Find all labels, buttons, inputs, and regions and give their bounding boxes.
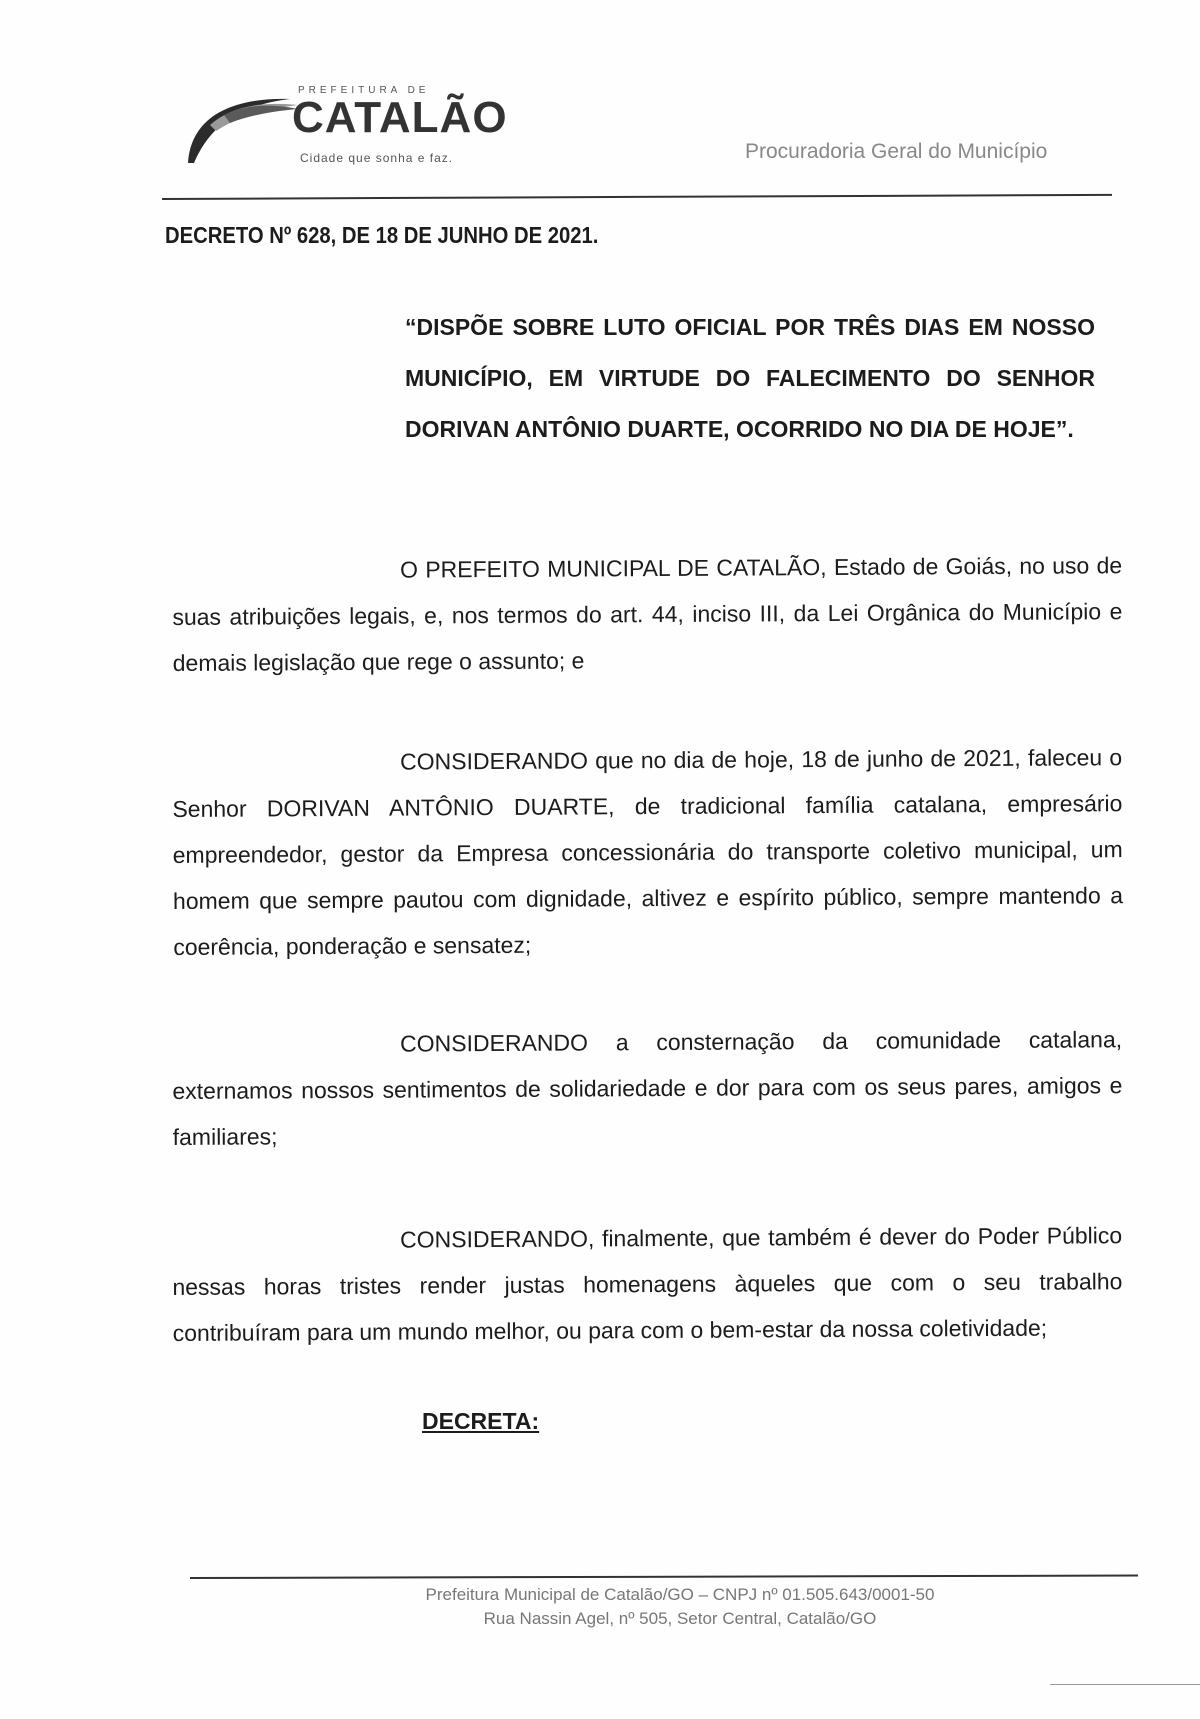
prefeitura-logo xyxy=(180,85,560,175)
preamble-paragraph xyxy=(172,542,1123,686)
header-divider xyxy=(162,194,1112,200)
decree-title: DECRETO Nº 628, DE 18 DE JUNHO DE 2021. xyxy=(165,222,599,248)
swoosh-emblem-icon xyxy=(180,85,300,165)
paragraph-text: CONSIDERANDO que no dia de hoje, 18 de junho de 2021, faleceu o Senhor DORIVAN ANTÔNIO DUARTE, de tradicional família catalana, empresário empreendedor, gestor da Empresa concessionária do transporte coletivo municipal, um homem que sempre pautou com dignidade, altivez e espírito público, sempre mantendo a coerência, ponderação e sensatez; xyxy=(172,744,1124,960)
footer-line-2: Rua Nassin Agel, nº 505, Setor Central, Catalão/GO xyxy=(483,1609,877,1628)
paragraph-text: O PREFEITO MUNICIPAL DE CATALÃO, Estado de Goiás, no uso de suas atribuições legais, e, nos termos do art. 44, inciso III, da Lei Orgânica do Município e demais legislação que rege o assunto; e xyxy=(172,552,1123,676)
logo-name-text: CATALÃO xyxy=(292,93,508,142)
considerando-paragraph-1 xyxy=(172,734,1123,970)
logo-kicker-text: PREFEITURA DE xyxy=(298,85,430,96)
office-name: Procuradoria Geral do Município xyxy=(745,140,1048,163)
footer-divider xyxy=(190,1575,1138,1579)
paragraph-text: CONSIDERANDO a consternação da comunidade catalana, externamos nossos sentimentos de solidariedade e dor para com os seus pares, amigos e familiares; xyxy=(172,1026,1123,1150)
considerando-paragraph-3 xyxy=(172,1212,1123,1356)
scan-edge-line xyxy=(1050,1684,1200,1685)
logo-tagline-text: Cidade que sonha e faz. xyxy=(300,151,454,165)
decreta-heading: DECRETA: xyxy=(422,1408,540,1434)
page-footer xyxy=(290,1583,1070,1631)
paragraph-text: CONSIDERANDO, finalmente, que também é dever do Poder Público nessas horas tristes render justas homenagens àqueles que com o seu trabalho contribuíram para um mundo melhor, ou para com o bem-estar da nossa coletividade; xyxy=(172,1222,1123,1346)
considerando-paragraph-2 xyxy=(172,1016,1123,1160)
decree-summary: “DISPÕE SOBRE LUTO OFICIAL POR TRÊS DIAS EM NOSSO MUNICÍPIO, EM VIRTUDE DO FALECIMENTO DO SENHOR DORIVAN ANTÔNIO DUARTE, OCORRIDO NO DIA DE HOJE”. xyxy=(405,314,1095,442)
footer-line-1: Prefeitura Municipal de Catalão/GO – CNPJ nº 01.505.643/0001-50 xyxy=(425,1585,935,1604)
